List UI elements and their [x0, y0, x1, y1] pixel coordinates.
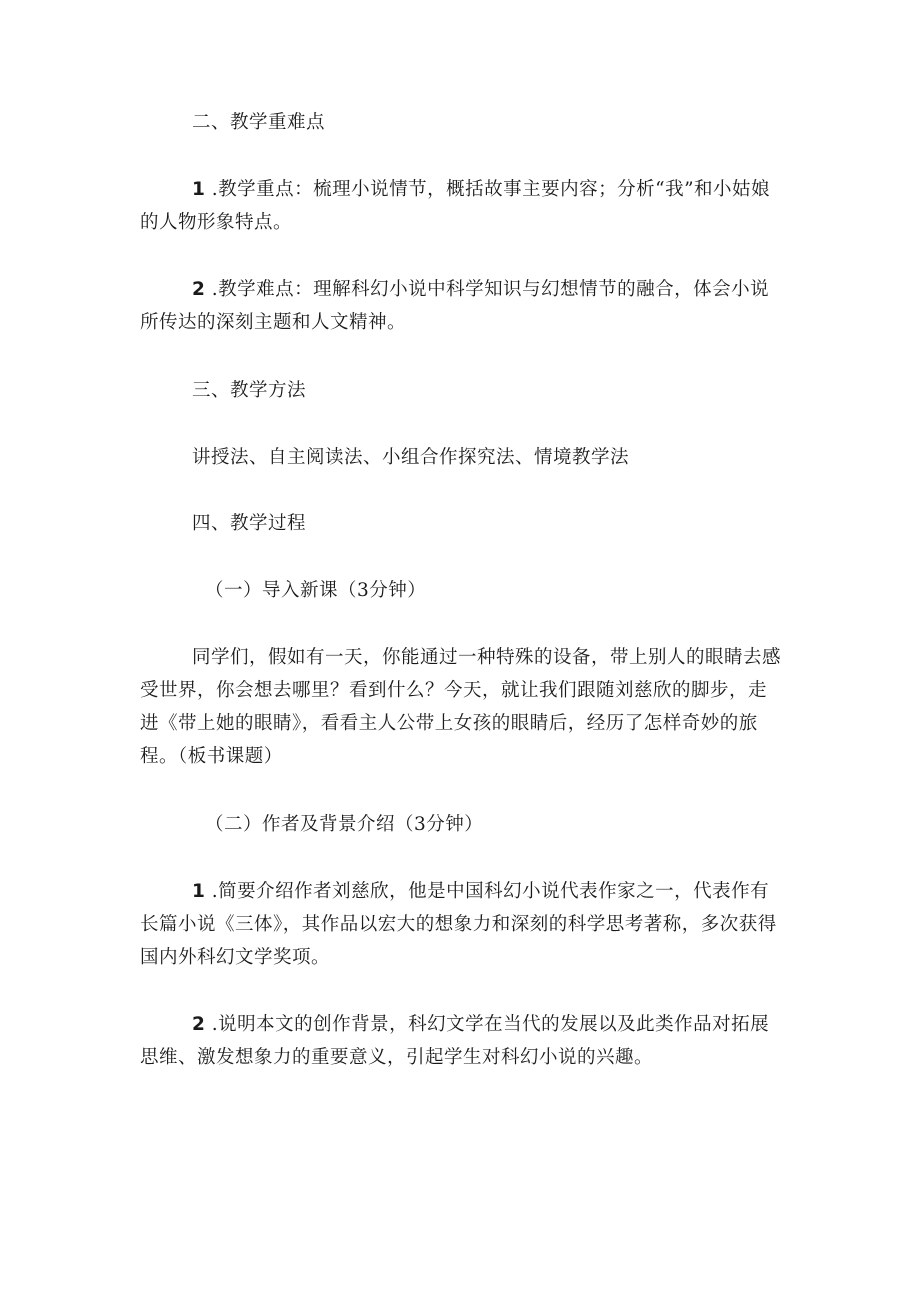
item-number: 1: [192, 881, 206, 902]
item-number: 2: [192, 279, 206, 300]
section-heading-methods: 三、教学方法: [192, 380, 307, 401]
paragraph-intro: [140, 641, 785, 773]
paragraph-text: .教学重点：梳理小说情节，概括故事主要内容；分析“我”和小姑娘的人物形象特点。: [140, 179, 771, 233]
paragraph-teaching-difficulty: [140, 273, 785, 339]
paragraph-teaching-focus: [140, 173, 785, 239]
paragraph-text: .简要介绍作者刘慈欣，他是中国科幻小说代表作家之一，代表作有长篇小说《三体》，其作品以宏大的想象力和深刻的科学思考著称，多次获得国内外科幻文学奖项。: [140, 881, 777, 968]
paragraph-background: [140, 1008, 785, 1074]
paragraph-author: [140, 875, 785, 974]
paragraph-text: 同学们，假如有一天，你能通过一种特殊的设备，带上别人的眼睛去感受世界，你会想去哪里？看到什么？今天，就让我们跟随刘慈欣的脚步，走进《带上她的眼睛》，看看主人公带上女孩的眼睛后，经历了怎样奇妙的旅程。（板书课题）: [140, 647, 782, 767]
section-heading-process: 四、教学过程: [192, 513, 307, 534]
section-heading-key-points: 二、教学重难点: [192, 112, 326, 133]
subsection-heading-author: （二）作者及背景介绍（3分钟）: [205, 814, 484, 835]
methods-text: 讲授法、自主阅读法、小组合作探究法、情境教学法: [192, 447, 630, 468]
item-number: 1: [192, 179, 206, 200]
paragraph-text: .说明本文的创作背景，科幻文学在当代的发展以及此类作品对拓展思维、激发想象力的重要意义，引起学生对科幻小说的兴趣。: [140, 1014, 770, 1068]
item-number: 2: [192, 1014, 206, 1035]
paragraph-text: .教学难点：理解科幻小说中科学知识与幻想情节的融合，体会小说所传达的深刻主题和人文精神。: [140, 279, 770, 333]
subsection-heading-intro: （一）导入新课（3分钟）: [205, 580, 427, 601]
